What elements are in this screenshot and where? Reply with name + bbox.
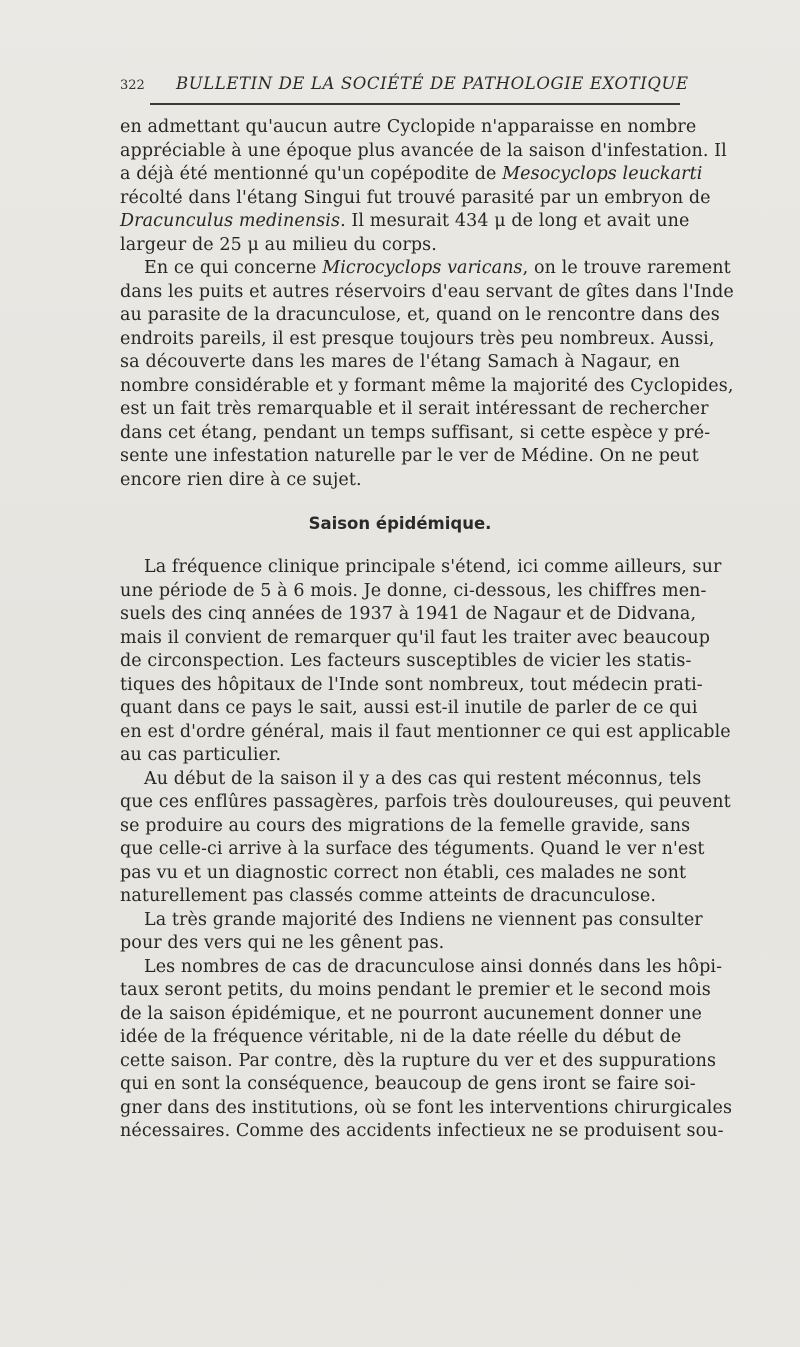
text-span: , on le trouve rarement bbox=[522, 258, 731, 278]
text-line: dans les puits et autres réservoirs d'eau servant de gîtes dans l'Inde bbox=[120, 281, 734, 302]
text-line: que ces enflûres passagères, parfois très douloureuses, qui peuvent bbox=[120, 792, 731, 812]
species-name: Dracunculus medinensis bbox=[120, 211, 341, 231]
text-span: . Il mesurait 434 μ de long et avait une bbox=[340, 211, 690, 231]
text-line: au parasite de la dracunculose, et, quand on le rencontre dans des bbox=[120, 305, 720, 325]
text-span: En ce qui concerne bbox=[144, 258, 323, 278]
text-line: pas vu et un diagnostic correct non établi, ces malades ne sont bbox=[120, 862, 687, 883]
text-line: Au début de la saison il y a des cas qui restent méconnus, tels bbox=[144, 768, 702, 789]
text-line: en admettant qu'aucun autre Cyclopide n'apparaisse en nombre bbox=[120, 117, 697, 137]
text-line: que celle-ci arrive à la surface des téguments. Quand le ver n'est bbox=[120, 839, 705, 859]
text-line: endroits pareils, il est presque toujours très peu nombreux. Aussi, bbox=[120, 328, 715, 349]
text-line: qui en sont la conséquence, beaucoup de gens iront se faire soi- bbox=[120, 1074, 696, 1094]
text-line: nécessaires. Comme des accidents infectieux ne se produisent sou- bbox=[120, 1121, 724, 1141]
text-line: est un fait très remarquable et il serait intéressant de rechercher bbox=[120, 399, 709, 419]
text-line: en est d'ordre général, mais il faut mentionner ce qui est applicable bbox=[120, 721, 731, 742]
text-line: se produire au cours des migrations de la femelle gravide, sans bbox=[120, 815, 691, 836]
text-line: appréciable à une époque plus avancée de la saison d'infestation. Il bbox=[120, 140, 727, 161]
species-name: Microcyclops varicans bbox=[322, 258, 523, 278]
text-line: tiques des hôpitaux de l'Inde sont nombreux, tout médecin prati- bbox=[120, 674, 703, 695]
text-line: Les nombres de cas de dracunculose ainsi donnés dans les hôpi- bbox=[144, 956, 723, 977]
text-line: sa découverte dans les mares de l'étang Samach à Nagaur, en bbox=[120, 352, 680, 372]
text-line: largeur de 25 μ au milieu du corps. bbox=[120, 234, 437, 255]
text-line: de circonspection. Les facteurs susceptibles de vicier les statis- bbox=[120, 651, 692, 671]
page-header bbox=[120, 74, 689, 98]
text-line bbox=[120, 163, 703, 187]
text-line: dans cet étang, pendant un temps suffisant, si cette espèce y pré- bbox=[120, 422, 711, 443]
text-line: nombre considérable et y formant même la majorité des Cyclopides, bbox=[120, 375, 734, 396]
page-number: 322 bbox=[120, 78, 145, 93]
text-line: une période de 5 à 6 mois. Je donne, ci-dessous, les chiffres men- bbox=[120, 580, 707, 601]
text-line: cette saison. Par contre, dès la rupture du ver et des suppurations bbox=[120, 1050, 717, 1071]
text-line: au cas particulier. bbox=[120, 745, 282, 765]
section-heading: Saison épidémique. bbox=[308, 514, 492, 533]
text-line: idée de la fréquence véritable, ni de la date réelle du début de bbox=[120, 1027, 682, 1047]
text-line: pour des vers qui ne les gênent pas. bbox=[120, 933, 445, 953]
text-span: a déjà été mentionné qu'un copépodite de bbox=[120, 164, 503, 184]
running-head: BULLETIN DE LA SOCIÉTÉ DE PATHOLOGIE EXOTIQUE bbox=[176, 74, 689, 93]
header-rule bbox=[150, 103, 680, 105]
text-line: mais il convient de remarquer qu'il faut les traiter avec beaucoup bbox=[120, 627, 711, 648]
text-line bbox=[120, 210, 690, 234]
text-line: gner dans des institutions, où se font les interventions chirurgicales bbox=[120, 1097, 733, 1118]
text-line bbox=[120, 257, 731, 281]
text-line: suels des cinq années de 1937 à 1941 de Nagaur et de Didvana, bbox=[120, 604, 697, 624]
text-line: de la saison épidémique, et ne pourront aucunement donner une bbox=[120, 1003, 703, 1024]
text-line: encore rien dire à ce sujet. bbox=[120, 469, 362, 490]
text-line: sente une infestation naturelle par le ver de Médine. On ne peut bbox=[120, 446, 699, 466]
text-line: taux seront petits, du moins pendant le premier et le second mois bbox=[120, 980, 711, 1000]
text-line: récolté dans l'étang Singui fut trouvé parasité par un embryon de bbox=[120, 187, 711, 208]
text-line: La fréquence clinique principale s'étend, ici comme ailleurs, sur bbox=[144, 557, 722, 577]
text-line: La très grande majorité des Indiens ne viennent pas consulter bbox=[144, 909, 703, 930]
text-line: naturellement pas classés comme atteints de dracunculose. bbox=[120, 886, 656, 906]
body-text bbox=[120, 116, 734, 1144]
text-line: quant dans ce pays le sait, aussi est-il inutile de parler de ce qui bbox=[120, 698, 698, 718]
species-name: Mesocyclops leuckarti bbox=[502, 164, 703, 184]
